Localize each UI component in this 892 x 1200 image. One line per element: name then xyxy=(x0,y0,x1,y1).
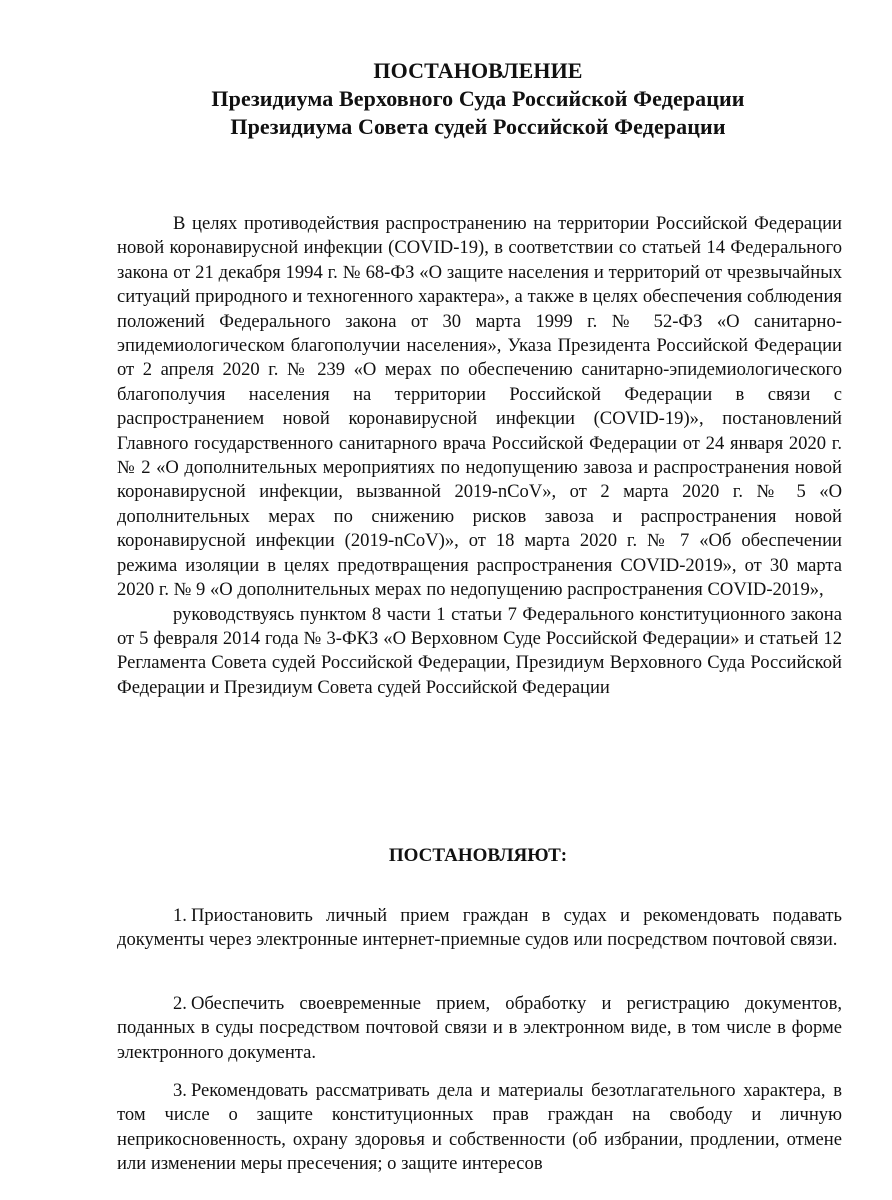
resolution-item xyxy=(117,992,842,1065)
preamble xyxy=(117,212,842,700)
resolution-item xyxy=(117,1079,842,1177)
item-text: Приостановить личный прием граждан в судах и рекомендовать подавать документы через электронные интернет-приемные судов или посредством почтовой связи. xyxy=(117,905,842,951)
item-number: 1. xyxy=(173,905,187,926)
resolution-item xyxy=(117,904,842,953)
document-header xyxy=(0,57,892,141)
item-text: Обеспечить своевременные прием, обработку и регистрацию документов, поданных в суды посредством почтовой связи и в электронном виде, в том числе в форме электронного документа. xyxy=(117,993,842,1063)
preamble-guidance-paragraph: руководствуясь пунктом 8 части 1 статьи 7 Федерального конституционного закона от 5 февраля 2014 года № 3-ФКЗ «О Верховном Суде Российской Федерации» и статьей 12 Регламента Совета судей Российской Федерации, Президиум Верховного Суда Российской Федерации и Президиум Совета судей Российской Федерации xyxy=(117,603,842,698)
item-number: 2. xyxy=(173,993,187,1014)
document-title: ПОСТАНОВЛЕНИЕ xyxy=(373,58,583,83)
header-line-supreme-court: Президиума Верховного Суда Российской Федерации xyxy=(211,86,745,111)
preamble-paragraph: В целях противодействия распространению на территории Российской Федерации новой коронавирусной инфекции (COVID-19), в соответствии со статьей 14 Федерального закона от 21 декабря 1994 г. № 68-ФЗ «О защите населения и территорий от чрезвычайных ситуаций природного и техногенного характера», а также в целях обеспечения соблюдения положений Федерального закона от 30 марта 1999 г. № 52-ФЗ «О санитарно-эпидемиологическом благополучии населения», Указа Президента Российской Федерации от 2 апреля 2020 г. № 239 «О мерах по обеспечению санитарно-эпидемиологического благополучия населения на территории Российской Федерации в связи с распространением новой коронавирусной инфекции (COVID-19)», постановлений Главного государственного санитарного врача Российской Федерации от 24 января 2020 г. № 2 «О дополнительных мероприятиях по недопущению завоза и распространения новой коронавирусной инфекции, вызванной 2019-nCoV», от 2 марта 2020 г. № 5 «О дополнительных мерах по снижению рисков завоза и распространения новой коронавирусной инфекции (2019-nCoV)», от 18 марта 2020 г. № 7 «Об обеспечении режима изоляции в целях предотвращения распространения COVID-2019», от 30 марта 2020 г. № 9 «О дополнительных мерах по недопущению распространения COVID-2019», xyxy=(117,213,842,601)
item-text: Рекомендовать рассматривать дела и материалы безотлагательного характера, в том числе о защите конституционных прав граждан на свободу и личную неприкосновенность, охрану здоровья и собственности (об избрании, продлении, отмене или изменении меры пресечения; о защите интересов xyxy=(117,1080,842,1175)
resolution-heading: ПОСТАНОВЛЯЮТ: xyxy=(388,845,568,866)
header-line-council-of-judges: Президиума Совета судей Российской Федерации xyxy=(230,114,726,139)
item-number: 3. xyxy=(173,1080,187,1101)
